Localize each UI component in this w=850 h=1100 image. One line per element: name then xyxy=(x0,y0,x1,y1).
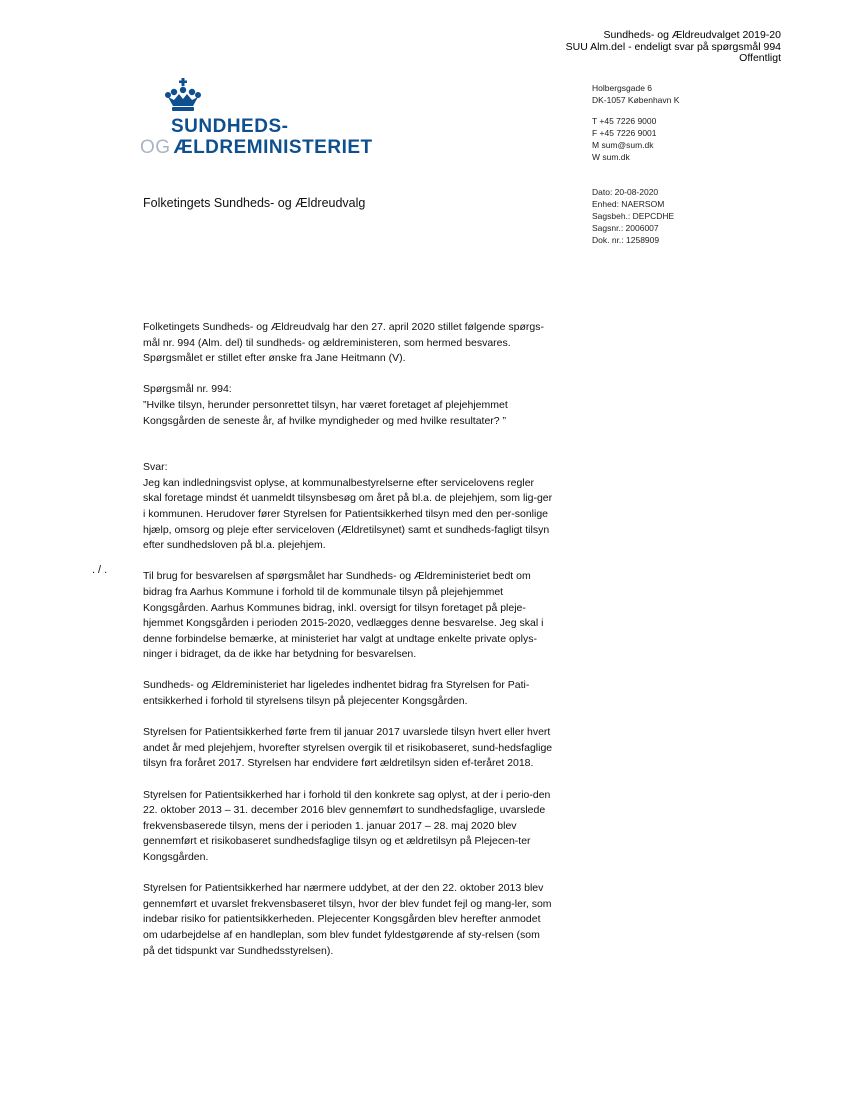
paragraph-aarhus: Til brug for besvarelsen af spørgsmålet har Sundheds- og Ældreministeriet bedt om bidrag fra Aarhus Kommune i forhold til de kommunale tilsyn på plejehjemmet Kongsgården. Aarhus Kommunes bidrag, inkl. oversigt for tilsyn foretaget på pleje-hjemmet Kongsgården i perioden 2015-2020, vedlægges denne besvarelse. Jeg skal i denne forbindelse bemærke, at ministeriet har valgt at undtage enkelte private oplys-ninger i bidraget, da de ikke har betydning for besvarelsen. xyxy=(143,570,544,661)
meta-unit: Enhed: NAERSOM xyxy=(592,199,665,209)
recipient: Folketingets Sundheds- og Ældreudvalg xyxy=(143,196,366,210)
meta-handler: Sagsbeh.: DEPCDHE xyxy=(592,211,675,221)
logo-text-line2-main: ÆLDREMINISTERIET xyxy=(173,137,373,158)
paragraph-stps-period: Styrelsen for Patientsikkerhed har i forhold til den konkrete sag oplyst, at der i perio-den 22. oktober 2013 – 31. december 2016 blev gennemført to sundhedsfaglige, uvarslede frekvensbaserede tilsyn, mens der i perioden 1. januar 2017 – 28. maj 2020 blev gennemført et risikobaseret sundhedsfaglige tilsyn og et ældretilsyn på Plejecen-ter Kongsgården. xyxy=(143,788,551,863)
address-street: Holbergsgade 6 xyxy=(592,83,653,93)
enclosure-mark: ./. xyxy=(92,564,111,576)
header-status: Offentligt xyxy=(739,52,781,64)
meta-date: Dato: 20-08-2020 xyxy=(592,187,659,197)
paragraph-intro: Folketingets Sundheds- og Ældreudvalg har den 27. april 2020 stillet følgende spørgs-mål nr. 994 (Alm. del) til sundheds- og ældreministeren, som hermed besvares. Spørgsmålet er stillet efter ønske fra Jane Heitmann (V). xyxy=(143,321,544,365)
paragraph-answer: Svar: Jeg kan indledningsvist oplyse, at kommunalbestyrelserne efter servicelovens regler skal foretage mindst ét uanmeldt tilsynsbesøg om året på bl.a. de plejehjem, som lig-ger i kommunen. Herudover fører Styrelsen for Patientsikkerhed tilsyn med den per-sonlige hjælp, omsorg og pleje efter serviceloven (Ældretilsynet) samt et sundheds-fagligt tilsyn efter sundhedsloven på bl.a. plejehjem. xyxy=(143,461,553,552)
paragraph-stps-history: Styrelsen for Patientsikkerhed førte frem til januar 2017 uvarslede tilsyn hvert eller hvert andet år med plejehjem, hvorefter styrelsen overgik til et risikobaseret, sund-hedsfaglige tilsyn fra foråret 2017. Styrelsen har endvidere ført ældretilsyn siden ef-teråret 2018. xyxy=(143,726,553,770)
document-header xyxy=(566,30,781,65)
address-block xyxy=(592,82,679,246)
paragraph-stps-contribution: Sundheds- og Ældreministeriet har ligeledes indhentet bidrag fra Styrelsen for Pati-entsikkerhed i forhold til styrelsens tilsyn på plejecenter Kongsgården. xyxy=(143,679,530,708)
meta-case-number: Sagsnr.: 2006007 xyxy=(592,223,659,233)
logo-text-line1: SUNDHEDS- xyxy=(171,116,289,137)
meta-doc-number: Dok. nr.: 1258909 xyxy=(592,235,660,245)
header-reference: SUU Alm.del - endeligt svar på spørgsmål 994 xyxy=(565,40,781,53)
crown-icon xyxy=(165,78,201,112)
address-city: DK-1057 København K xyxy=(592,95,680,105)
paragraph-question: Spørgsmål nr. 994: ”Hvilke tilsyn, herunder personrettet tilsyn, har været foretaget af plejehjemmet Kongsgården de seneste år, af hvilke myndigheder og med hvilke resultater? ” xyxy=(143,383,508,427)
paragraph-stps-details: Styrelsen for Patientsikkerhed har nærmere uddybet, at der den 22. oktober 2013 blev gennemført et uvarslet frekvensbaseret tilsyn, hvor der blev fundet fejl og mang-ler, som indebar risiko for patientsikkerheden. Plejecenter Kongsgården blev herefter anmodet om udarbejdelse af en handleplan, som blev fundet fyldestgørende af sty-relsen (som på det tidspunkt var Sundhedsstyrelsen). xyxy=(143,882,552,957)
header-committee: Sundheds- og Ældreudvalget 2019-20 xyxy=(603,29,781,41)
address-phone: T +45 7226 9000 xyxy=(592,116,657,126)
letter-body xyxy=(143,320,553,975)
address-mail: M sum@sum.dk xyxy=(592,140,654,150)
address-web: W sum.dk xyxy=(592,152,630,162)
logo-og: OG xyxy=(140,137,171,158)
logo-text-line2 xyxy=(140,137,373,159)
address-fax: F +45 7226 9001 xyxy=(592,128,657,138)
